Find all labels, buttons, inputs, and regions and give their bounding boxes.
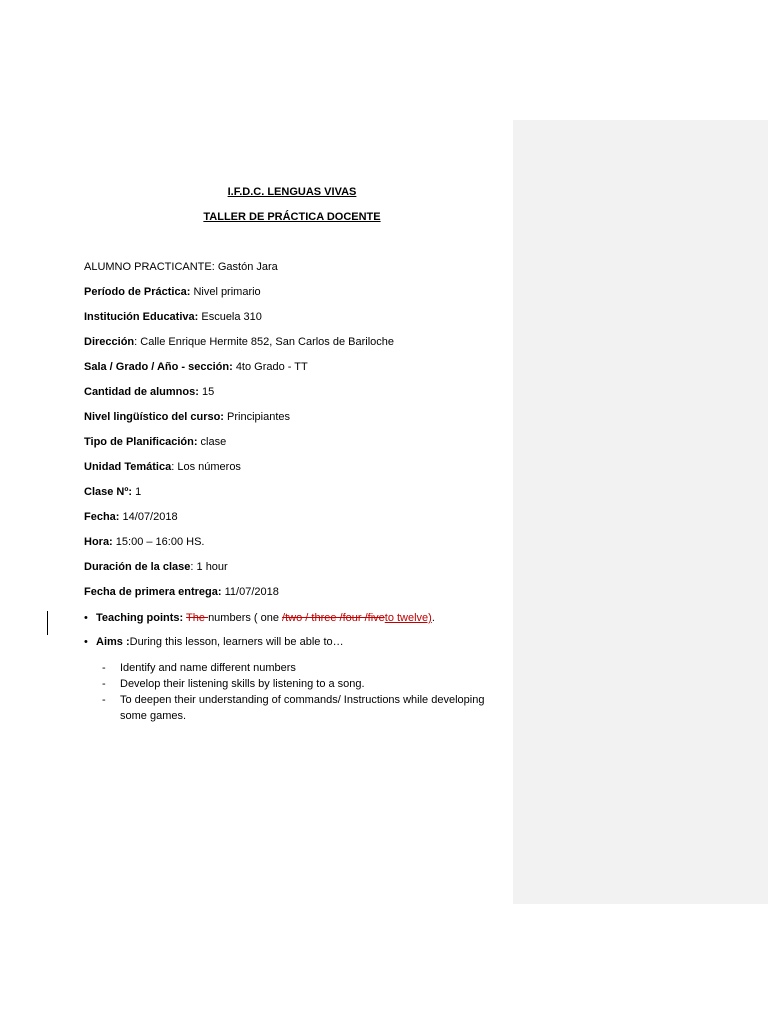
field-fecha-entrega	[84, 586, 279, 599]
field-value: 4to Grado - TT	[235, 361, 308, 373]
text-cursor	[47, 611, 48, 635]
field-label: Cantidad de alumnos:	[84, 386, 199, 398]
bullet-dot-icon: •	[84, 636, 88, 648]
field-label: Fecha de primera entrega:	[84, 586, 222, 598]
bullet-dot-icon: •	[84, 612, 88, 624]
field-label: Sala / Grado / Año - sección:	[84, 361, 233, 373]
field-label: Tipo de Planificación:	[84, 436, 198, 448]
field-label: Período de Práctica:	[84, 286, 191, 298]
aims-text: During this lesson, learners will be able to…	[129, 636, 344, 648]
comment-pane[interactable]	[513, 120, 768, 904]
field-value: 11/07/2018	[224, 586, 279, 598]
aim-item	[102, 660, 502, 676]
field-value: Gastón Jara	[217, 261, 278, 273]
field-sep: :	[190, 561, 197, 573]
field-value: 1 hour	[196, 561, 228, 573]
field-cantidad-alumnos	[84, 386, 214, 399]
course-title: TALLER DE PRÁCTICA DOCENTE	[203, 211, 381, 223]
field-value: Nivel primario	[193, 286, 261, 298]
field-fecha	[84, 511, 178, 524]
field-periodo	[84, 286, 261, 299]
dash-icon: -	[102, 662, 106, 674]
aim-text: Develop their listening skills by listening to a song.	[120, 678, 365, 690]
teaching-points-period: .	[431, 612, 435, 624]
field-tipo-planificacion	[84, 436, 226, 449]
teaching-points-text: numbers ( one	[208, 612, 283, 624]
field-alumno	[84, 261, 278, 274]
field-value: Escuela 310	[201, 311, 262, 323]
aims-label: Aims :	[96, 636, 130, 648]
dash-icon: -	[102, 678, 106, 690]
deleted-text: /two / three /four /five	[282, 612, 385, 624]
field-value: 14/07/2018	[122, 511, 178, 523]
deleted-text: The	[186, 612, 209, 624]
institution-title: I.F.D.C. LENGUAS VIVAS	[227, 186, 357, 198]
aim-item	[102, 676, 502, 692]
field-value: Principiantes	[227, 411, 291, 423]
field-label: Institución Educativa:	[84, 311, 199, 323]
field-label: Unidad Temática	[84, 461, 172, 473]
field-hora	[84, 536, 204, 549]
inserted-text: to twelve)	[384, 612, 432, 624]
teaching-points-label: Teaching points:	[96, 612, 184, 624]
field-sep: :	[134, 336, 141, 348]
bullet-aims	[84, 636, 344, 649]
field-value: 15:00 – 16:00 HS.	[115, 536, 205, 548]
aim-item	[102, 692, 492, 724]
field-label: Dirección	[84, 336, 135, 348]
field-clase-numero	[84, 486, 141, 499]
aim-text: To deepen their understanding of commands/ Instructions while developing some games.	[120, 694, 485, 722]
field-duracion	[84, 561, 228, 574]
field-nivel-linguistico	[84, 411, 290, 424]
field-label: Fecha:	[84, 511, 120, 523]
field-label: ALUMNO PRACTICANTE	[84, 261, 212, 273]
field-value: 1	[135, 486, 142, 498]
field-value: Calle Enrique Hermite 852, San Carlos de Bariloche	[140, 336, 395, 348]
bullet-teaching-points	[84, 612, 435, 625]
dash-icon: -	[102, 694, 106, 706]
field-institucion	[84, 311, 262, 324]
field-label: Hora:	[84, 536, 113, 548]
field-value: clase	[200, 436, 227, 448]
field-direccion	[84, 336, 394, 349]
field-unidad-tematica	[84, 461, 241, 474]
field-sep: :	[171, 461, 178, 473]
field-value: 15	[201, 386, 215, 398]
field-label: Clase Nº:	[84, 486, 133, 498]
field-value: Los números	[177, 461, 241, 473]
field-label: Duración de la clase	[84, 561, 191, 573]
field-sala-grado	[84, 361, 308, 374]
field-label: Nivel lingüístico del curso:	[84, 411, 224, 423]
field-sep: :	[211, 261, 218, 273]
aim-text: Identify and name different numbers	[120, 662, 296, 674]
